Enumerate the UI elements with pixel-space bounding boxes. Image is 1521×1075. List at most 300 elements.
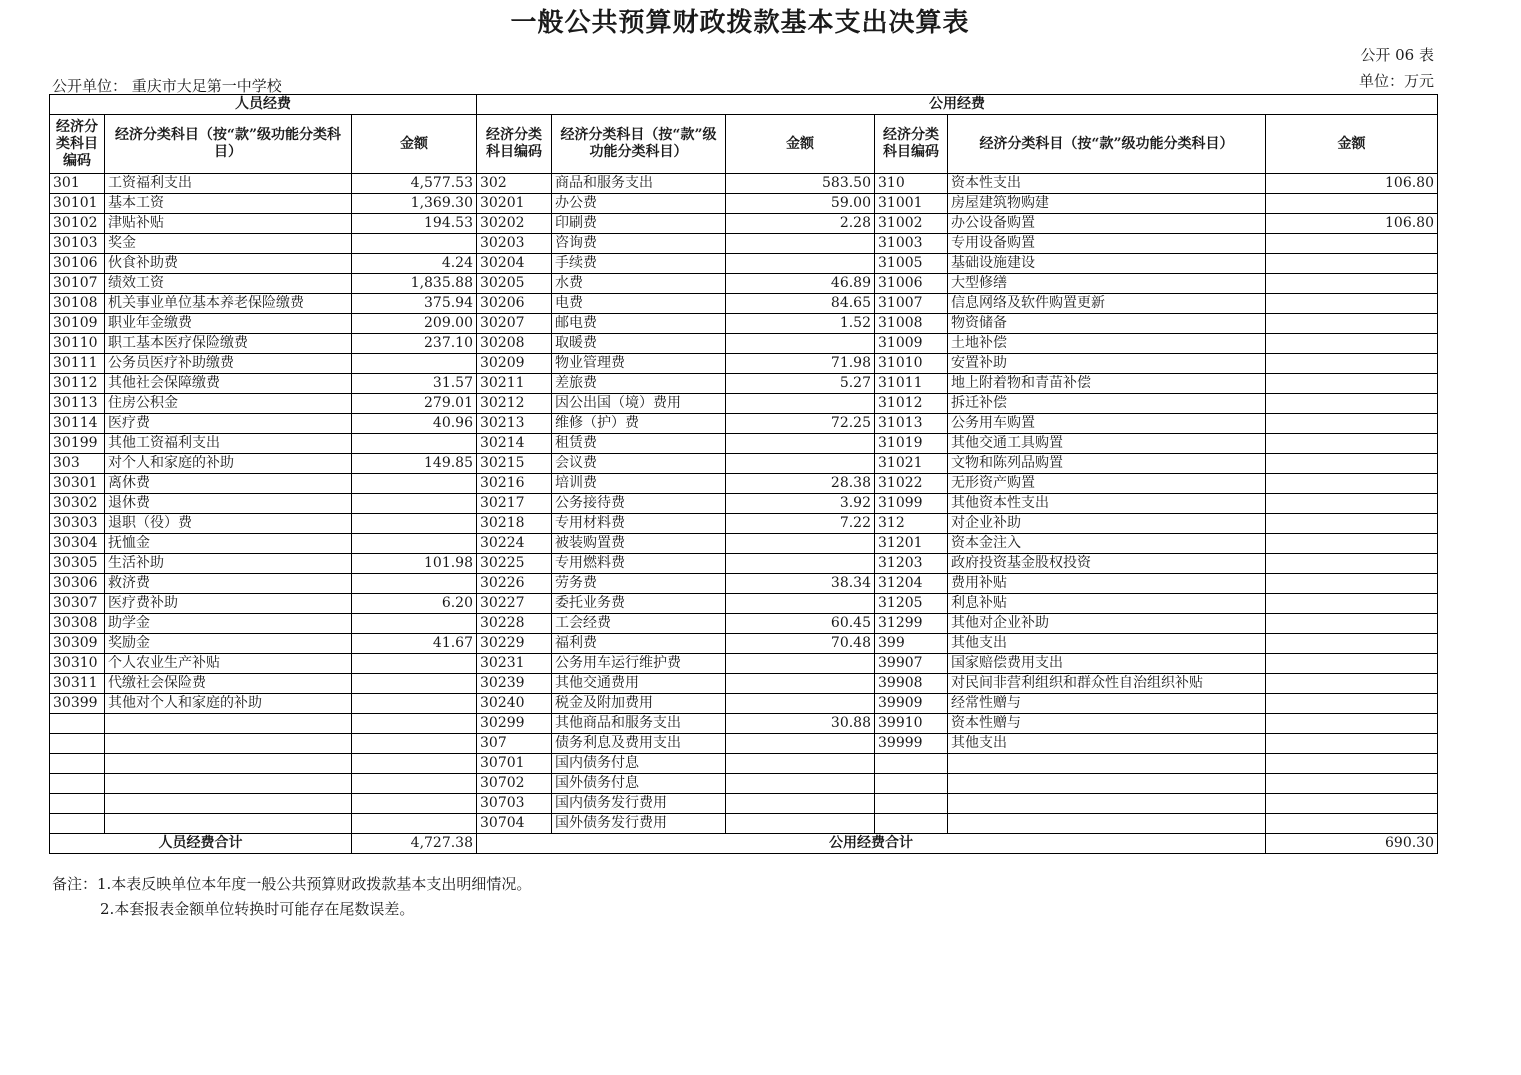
goods-name-cell: 债务利息及费用支出 <box>552 734 726 754</box>
goods-amount-cell <box>726 674 875 694</box>
capital-amount-cell <box>1266 514 1438 534</box>
personnel-name-cell: 医疗费 <box>105 414 352 434</box>
goods-amount-cell <box>726 394 875 414</box>
goods-code-cell: 30239 <box>477 674 552 694</box>
personnel-amount-cell: 101.98 <box>352 554 477 574</box>
capital-amount-cell <box>1266 294 1438 314</box>
capital-code-cell: 31204 <box>875 574 948 594</box>
personnel-code-cell: 30106 <box>50 254 105 274</box>
goods-code-cell: 30702 <box>477 774 552 794</box>
table-row <box>50 334 1438 354</box>
goods-amount-cell: 583.50 <box>726 174 875 194</box>
capital-code-cell: 31005 <box>875 254 948 274</box>
goods-code-cell: 30218 <box>477 514 552 534</box>
goods-amount-cell: 28.38 <box>726 474 875 494</box>
personnel-amount-cell: 194.53 <box>352 214 477 234</box>
goods-name-cell: 被装购置费 <box>552 534 726 554</box>
goods-code-cell: 302 <box>477 174 552 194</box>
capital-amount-cell <box>1266 434 1438 454</box>
personnel-name-cell: 离休费 <box>105 474 352 494</box>
personnel-name-cell: 抚恤金 <box>105 534 352 554</box>
personnel-code-cell: 303 <box>50 454 105 474</box>
goods-amount-cell: 84.65 <box>726 294 875 314</box>
goods-name-cell: 咨询费 <box>552 234 726 254</box>
capital-code-cell: 31012 <box>875 394 948 414</box>
capital-name-cell: 其他支出 <box>948 634 1266 654</box>
capital-name-cell: 物资储备 <box>948 314 1266 334</box>
goods-code-cell: 30216 <box>477 474 552 494</box>
goods-amount-cell <box>726 754 875 774</box>
capital-code-cell: 31009 <box>875 334 948 354</box>
goods-amount-cell: 7.22 <box>726 514 875 534</box>
goods-name-cell: 印刷费 <box>552 214 726 234</box>
goods-name-cell: 国内债务发行费用 <box>552 794 726 814</box>
personnel-name-cell: 奖励金 <box>105 634 352 654</box>
goods-name-cell: 商品和服务支出 <box>552 174 726 194</box>
goods-name-cell: 会议费 <box>552 454 726 474</box>
capital-code-cell: 31003 <box>875 234 948 254</box>
table-row <box>50 714 1438 734</box>
personnel-code-cell <box>50 794 105 814</box>
capital-name-cell: 政府投资基金股权投资 <box>948 554 1266 574</box>
personnel-name-cell: 奖金 <box>105 234 352 254</box>
header-personnel-code: 经济分类科目编码 <box>50 115 105 174</box>
personnel-name-cell: 对个人和家庭的补助 <box>105 454 352 474</box>
table-row <box>50 734 1438 754</box>
capital-amount-cell <box>1266 814 1438 834</box>
goods-amount-cell <box>726 594 875 614</box>
goods-amount-cell <box>726 334 875 354</box>
goods-name-cell: 公务接待费 <box>552 494 726 514</box>
capital-amount-cell <box>1266 794 1438 814</box>
personnel-name-cell: 救济费 <box>105 574 352 594</box>
goods-name-cell: 国外债务发行费用 <box>552 814 726 834</box>
personnel-amount-cell: 6.20 <box>352 594 477 614</box>
capital-name-cell: 国家赔偿费用支出 <box>948 654 1266 674</box>
capital-code-cell: 31022 <box>875 474 948 494</box>
capital-amount-cell <box>1266 254 1438 274</box>
capital-name-cell: 对民间非营利组织和群众性自治组织补贴 <box>948 674 1266 694</box>
capital-code-cell: 31011 <box>875 374 948 394</box>
capital-amount-cell <box>1266 314 1438 334</box>
capital-code-cell: 31006 <box>875 274 948 294</box>
capital-code-cell <box>875 774 948 794</box>
expenditure-table <box>49 94 1438 854</box>
personnel-code-cell: 30308 <box>50 614 105 634</box>
capital-code-cell: 31008 <box>875 314 948 334</box>
goods-name-cell: 邮电费 <box>552 314 726 334</box>
table-row <box>50 274 1438 294</box>
personnel-name-cell: 职工基本医疗保险缴费 <box>105 334 352 354</box>
capital-code-cell: 39907 <box>875 654 948 674</box>
capital-name-cell: 其他对企业补助 <box>948 614 1266 634</box>
unit-label: 单位：万元 <box>1358 72 1434 90</box>
goods-name-cell: 因公出国（境）费用 <box>552 394 726 414</box>
personnel-amount-cell: 1,369.30 <box>352 194 477 214</box>
capital-amount-cell <box>1266 754 1438 774</box>
public-total-label: 公用经费合计 <box>477 834 1266 854</box>
goods-name-cell: 国内债务付息 <box>552 754 726 774</box>
personnel-amount-cell: 375.94 <box>352 294 477 314</box>
personnel-total-value: 4,727.38 <box>352 834 477 854</box>
personnel-name-cell: 其他对个人和家庭的补助 <box>105 694 352 714</box>
personnel-code-cell: 30108 <box>50 294 105 314</box>
capital-code-cell: 39909 <box>875 694 948 714</box>
table-row <box>50 354 1438 374</box>
goods-code-cell: 30703 <box>477 794 552 814</box>
capital-code-cell: 31007 <box>875 294 948 314</box>
table-row <box>50 494 1438 514</box>
capital-amount-cell <box>1266 394 1438 414</box>
personnel-code-cell: 30199 <box>50 434 105 454</box>
capital-code-cell: 39999 <box>875 734 948 754</box>
personnel-code-cell: 30307 <box>50 594 105 614</box>
personnel-code-cell: 30107 <box>50 274 105 294</box>
personnel-code-cell: 30109 <box>50 314 105 334</box>
personnel-name-cell: 退职（役）费 <box>105 514 352 534</box>
capital-amount-cell <box>1266 414 1438 434</box>
personnel-name-cell: 住房公积金 <box>105 394 352 414</box>
capital-amount-cell <box>1266 474 1438 494</box>
note-2: 2.本套报表金额单位转换时可能存在尾数误差。 <box>100 900 415 918</box>
personnel-amount-cell <box>352 714 477 734</box>
capital-code-cell <box>875 794 948 814</box>
capital-amount-cell: 106.80 <box>1266 174 1438 194</box>
personnel-name-cell <box>105 794 352 814</box>
capital-name-cell: 拆迁补偿 <box>948 394 1266 414</box>
goods-name-cell: 办公费 <box>552 194 726 214</box>
personnel-amount-cell <box>352 574 477 594</box>
capital-name-cell: 费用补贴 <box>948 574 1266 594</box>
capital-amount-cell <box>1266 734 1438 754</box>
goods-name-cell: 劳务费 <box>552 574 726 594</box>
personnel-name-cell <box>105 734 352 754</box>
personnel-name-cell: 其他社会保障缴费 <box>105 374 352 394</box>
table-row <box>50 594 1438 614</box>
capital-code-cell <box>875 754 948 774</box>
capital-name-cell: 资本金注入 <box>948 534 1266 554</box>
goods-code-cell: 30204 <box>477 254 552 274</box>
capital-name-cell <box>948 774 1266 794</box>
header-personnel-amount: 金额 <box>352 115 477 174</box>
goods-amount-cell: 60.45 <box>726 614 875 634</box>
capital-name-cell: 大型修缮 <box>948 274 1266 294</box>
goods-amount-cell <box>726 654 875 674</box>
capital-code-cell: 31299 <box>875 614 948 634</box>
capital-code-cell: 310 <box>875 174 948 194</box>
table-row <box>50 414 1438 434</box>
goods-amount-cell: 71.98 <box>726 354 875 374</box>
personnel-amount-cell: 40.96 <box>352 414 477 434</box>
personnel-name-cell: 伙食补助费 <box>105 254 352 274</box>
capital-code-cell: 312 <box>875 514 948 534</box>
capital-name-cell: 无形资产购置 <box>948 474 1266 494</box>
table-row <box>50 314 1438 334</box>
goods-amount-cell <box>726 454 875 474</box>
goods-code-cell: 30701 <box>477 754 552 774</box>
personnel-code-cell <box>50 714 105 734</box>
capital-amount-cell <box>1266 234 1438 254</box>
goods-code-cell: 30231 <box>477 654 552 674</box>
capital-name-cell: 信息网络及软件购置更新 <box>948 294 1266 314</box>
personnel-amount-cell <box>352 774 477 794</box>
goods-amount-cell <box>726 774 875 794</box>
goods-code-cell: 30226 <box>477 574 552 594</box>
personnel-code-cell: 30114 <box>50 414 105 434</box>
capital-amount-cell <box>1266 374 1438 394</box>
goods-code-cell: 30213 <box>477 414 552 434</box>
capital-amount-cell: 106.80 <box>1266 214 1438 234</box>
goods-code-cell: 30209 <box>477 354 552 374</box>
goods-name-cell: 物业管理费 <box>552 354 726 374</box>
table-row <box>50 674 1438 694</box>
personnel-code-cell: 30103 <box>50 234 105 254</box>
goods-name-cell: 委托业务费 <box>552 594 726 614</box>
goods-amount-cell <box>726 814 875 834</box>
capital-code-cell: 31205 <box>875 594 948 614</box>
capital-name-cell: 专用设备购置 <box>948 234 1266 254</box>
goods-code-cell: 30217 <box>477 494 552 514</box>
goods-amount-cell: 2.28 <box>726 214 875 234</box>
personnel-amount-cell <box>352 614 477 634</box>
header-goods-code: 经济分类科目编码 <box>477 115 552 174</box>
personnel-code-cell: 30301 <box>50 474 105 494</box>
personnel-name-cell: 基本工资 <box>105 194 352 214</box>
goods-amount-cell <box>726 434 875 454</box>
goods-amount-cell: 1.52 <box>726 314 875 334</box>
capital-code-cell: 31201 <box>875 534 948 554</box>
capital-amount-cell <box>1266 774 1438 794</box>
table-row <box>50 654 1438 674</box>
table-row <box>50 554 1438 574</box>
goods-code-cell: 30228 <box>477 614 552 634</box>
capital-name-cell <box>948 794 1266 814</box>
goods-amount-cell: 3.92 <box>726 494 875 514</box>
table-row <box>50 214 1438 234</box>
personnel-code-cell: 30102 <box>50 214 105 234</box>
personnel-name-cell: 绩效工资 <box>105 274 352 294</box>
table-row <box>50 254 1438 274</box>
personnel-code-cell: 30306 <box>50 574 105 594</box>
personnel-total-label: 人员经费合计 <box>50 834 352 854</box>
goods-name-cell: 培训费 <box>552 474 726 494</box>
personnel-code-cell: 30101 <box>50 194 105 214</box>
capital-amount-cell <box>1266 334 1438 354</box>
personnel-amount-cell <box>352 794 477 814</box>
personnel-code-cell <box>50 754 105 774</box>
table-row <box>50 794 1438 814</box>
goods-amount-cell: 5.27 <box>726 374 875 394</box>
goods-name-cell: 电费 <box>552 294 726 314</box>
personnel-name-cell <box>105 774 352 794</box>
personnel-name-cell: 个人农业生产补贴 <box>105 654 352 674</box>
personnel-amount-cell <box>352 514 477 534</box>
personnel-code-cell <box>50 734 105 754</box>
personnel-name-cell: 退休费 <box>105 494 352 514</box>
personnel-amount-cell <box>352 494 477 514</box>
capital-name-cell: 公务用车购置 <box>948 414 1266 434</box>
goods-code-cell: 30229 <box>477 634 552 654</box>
form-number: 公开 06 表 <box>1360 46 1434 64</box>
goods-amount-cell <box>726 234 875 254</box>
goods-amount-cell <box>726 554 875 574</box>
capital-code-cell: 31021 <box>875 454 948 474</box>
table-row <box>50 574 1438 594</box>
public-total-value: 690.30 <box>1266 834 1438 854</box>
capital-name-cell: 地上附着物和青苗补偿 <box>948 374 1266 394</box>
capital-name-cell: 基础设施建设 <box>948 254 1266 274</box>
personnel-code-cell: 30110 <box>50 334 105 354</box>
capital-code-cell: 31013 <box>875 414 948 434</box>
personnel-amount-cell <box>352 674 477 694</box>
goods-code-cell: 30224 <box>477 534 552 554</box>
goods-name-cell: 国外债务付息 <box>552 774 726 794</box>
goods-name-cell: 税金及附加费用 <box>552 694 726 714</box>
capital-name-cell: 资本性支出 <box>948 174 1266 194</box>
capital-name-cell <box>948 754 1266 774</box>
goods-name-cell: 差旅费 <box>552 374 726 394</box>
header-capital-name: 经济分类科目（按“款”级功能分类科目） <box>948 115 1266 174</box>
personnel-code-cell: 30311 <box>50 674 105 694</box>
goods-code-cell: 30299 <box>477 714 552 734</box>
section-personnel: 人员经费 <box>50 95 477 115</box>
personnel-code-cell <box>50 774 105 794</box>
capital-amount-cell <box>1266 614 1438 634</box>
goods-code-cell: 30205 <box>477 274 552 294</box>
capital-amount-cell <box>1266 674 1438 694</box>
table-row <box>50 814 1438 834</box>
personnel-amount-cell <box>352 694 477 714</box>
capital-amount-cell <box>1266 654 1438 674</box>
capital-code-cell: 399 <box>875 634 948 654</box>
capital-amount-cell <box>1266 554 1438 574</box>
table-row <box>50 394 1438 414</box>
personnel-code-cell: 30303 <box>50 514 105 534</box>
personnel-name-cell: 职业年金缴费 <box>105 314 352 334</box>
personnel-name-cell: 机关事业单位基本养老保险缴费 <box>105 294 352 314</box>
personnel-amount-cell: 1,835.88 <box>352 274 477 294</box>
table-row <box>50 514 1438 534</box>
capital-amount-cell <box>1266 574 1438 594</box>
personnel-code-cell: 30305 <box>50 554 105 574</box>
capital-code-cell: 31002 <box>875 214 948 234</box>
personnel-code-cell: 30111 <box>50 354 105 374</box>
capital-name-cell: 利息补贴 <box>948 594 1266 614</box>
goods-amount-cell: 70.48 <box>726 634 875 654</box>
capital-amount-cell <box>1266 454 1438 474</box>
capital-name-cell: 文物和陈列品购置 <box>948 454 1266 474</box>
personnel-amount-cell <box>352 754 477 774</box>
goods-code-cell: 30225 <box>477 554 552 574</box>
personnel-name-cell: 医疗费补助 <box>105 594 352 614</box>
goods-code-cell: 30227 <box>477 594 552 614</box>
personnel-name-cell: 代缴社会保险费 <box>105 674 352 694</box>
goods-name-cell: 专用燃料费 <box>552 554 726 574</box>
goods-name-cell: 福利费 <box>552 634 726 654</box>
personnel-code-cell: 30310 <box>50 654 105 674</box>
personnel-name-cell <box>105 754 352 774</box>
header-goods-name: 经济分类科目（按“款”级功能分类科目） <box>552 115 726 174</box>
personnel-name-cell <box>105 814 352 834</box>
table-row <box>50 454 1438 474</box>
table-row <box>50 374 1438 394</box>
capital-code-cell: 31099 <box>875 494 948 514</box>
capital-name-cell: 经常性赠与 <box>948 694 1266 714</box>
personnel-amount-cell <box>352 814 477 834</box>
capital-amount-cell <box>1266 714 1438 734</box>
personnel-name-cell: 工资福利支出 <box>105 174 352 194</box>
goods-code-cell: 30203 <box>477 234 552 254</box>
goods-amount-cell: 59.00 <box>726 194 875 214</box>
page-title: 一般公共预算财政拨款基本支出决算表 <box>510 8 970 38</box>
capital-code-cell: 31010 <box>875 354 948 374</box>
personnel-code-cell: 30309 <box>50 634 105 654</box>
capital-amount-cell <box>1266 634 1438 654</box>
personnel-code-cell: 30399 <box>50 694 105 714</box>
capital-code-cell: 31001 <box>875 194 948 214</box>
header-goods-amount: 金额 <box>726 115 875 174</box>
capital-amount-cell <box>1266 194 1438 214</box>
table-row <box>50 194 1438 214</box>
table-row <box>50 534 1438 554</box>
capital-code-cell <box>875 814 948 834</box>
goods-code-cell: 30212 <box>477 394 552 414</box>
goods-amount-cell: 46.89 <box>726 274 875 294</box>
goods-code-cell: 30201 <box>477 194 552 214</box>
header-capital-amount: 金额 <box>1266 115 1438 174</box>
goods-code-cell: 30240 <box>477 694 552 714</box>
personnel-code-cell <box>50 814 105 834</box>
goods-name-cell: 其他交通费用 <box>552 674 726 694</box>
goods-amount-cell <box>726 694 875 714</box>
section-public: 公用经费 <box>477 95 1438 115</box>
goods-name-cell: 维修（护）费 <box>552 414 726 434</box>
header-personnel-name: 经济分类科目（按“款”级功能分类科目） <box>105 115 352 174</box>
table-row <box>50 294 1438 314</box>
table-row <box>50 774 1438 794</box>
capital-amount-cell <box>1266 494 1438 514</box>
personnel-amount-cell: 279.01 <box>352 394 477 414</box>
personnel-amount-cell: 41.67 <box>352 634 477 654</box>
goods-code-cell: 307 <box>477 734 552 754</box>
personnel-amount-cell: 31.57 <box>352 374 477 394</box>
personnel-amount-cell: 237.10 <box>352 334 477 354</box>
goods-name-cell: 取暖费 <box>552 334 726 354</box>
personnel-code-cell: 30112 <box>50 374 105 394</box>
table-row <box>50 234 1438 254</box>
capital-amount-cell <box>1266 594 1438 614</box>
table-row <box>50 754 1438 774</box>
personnel-code-cell: 30304 <box>50 534 105 554</box>
capital-code-cell: 31019 <box>875 434 948 454</box>
personnel-code-cell: 301 <box>50 174 105 194</box>
notes <box>52 872 531 922</box>
capital-name-cell: 办公设备购置 <box>948 214 1266 234</box>
goods-name-cell: 租赁费 <box>552 434 726 454</box>
capital-code-cell: 31203 <box>875 554 948 574</box>
personnel-name-cell: 公务员医疗补助缴费 <box>105 354 352 374</box>
personnel-amount-cell <box>352 474 477 494</box>
goods-amount-cell: 72.25 <box>726 414 875 434</box>
capital-name-cell: 房屋建筑物购建 <box>948 194 1266 214</box>
goods-code-cell: 30211 <box>477 374 552 394</box>
goods-code-cell: 30202 <box>477 214 552 234</box>
capital-name-cell: 其他交通工具购置 <box>948 434 1266 454</box>
personnel-name-cell: 其他工资福利支出 <box>105 434 352 454</box>
capital-name-cell: 其他支出 <box>948 734 1266 754</box>
goods-code-cell: 30206 <box>477 294 552 314</box>
personnel-amount-cell <box>352 354 477 374</box>
